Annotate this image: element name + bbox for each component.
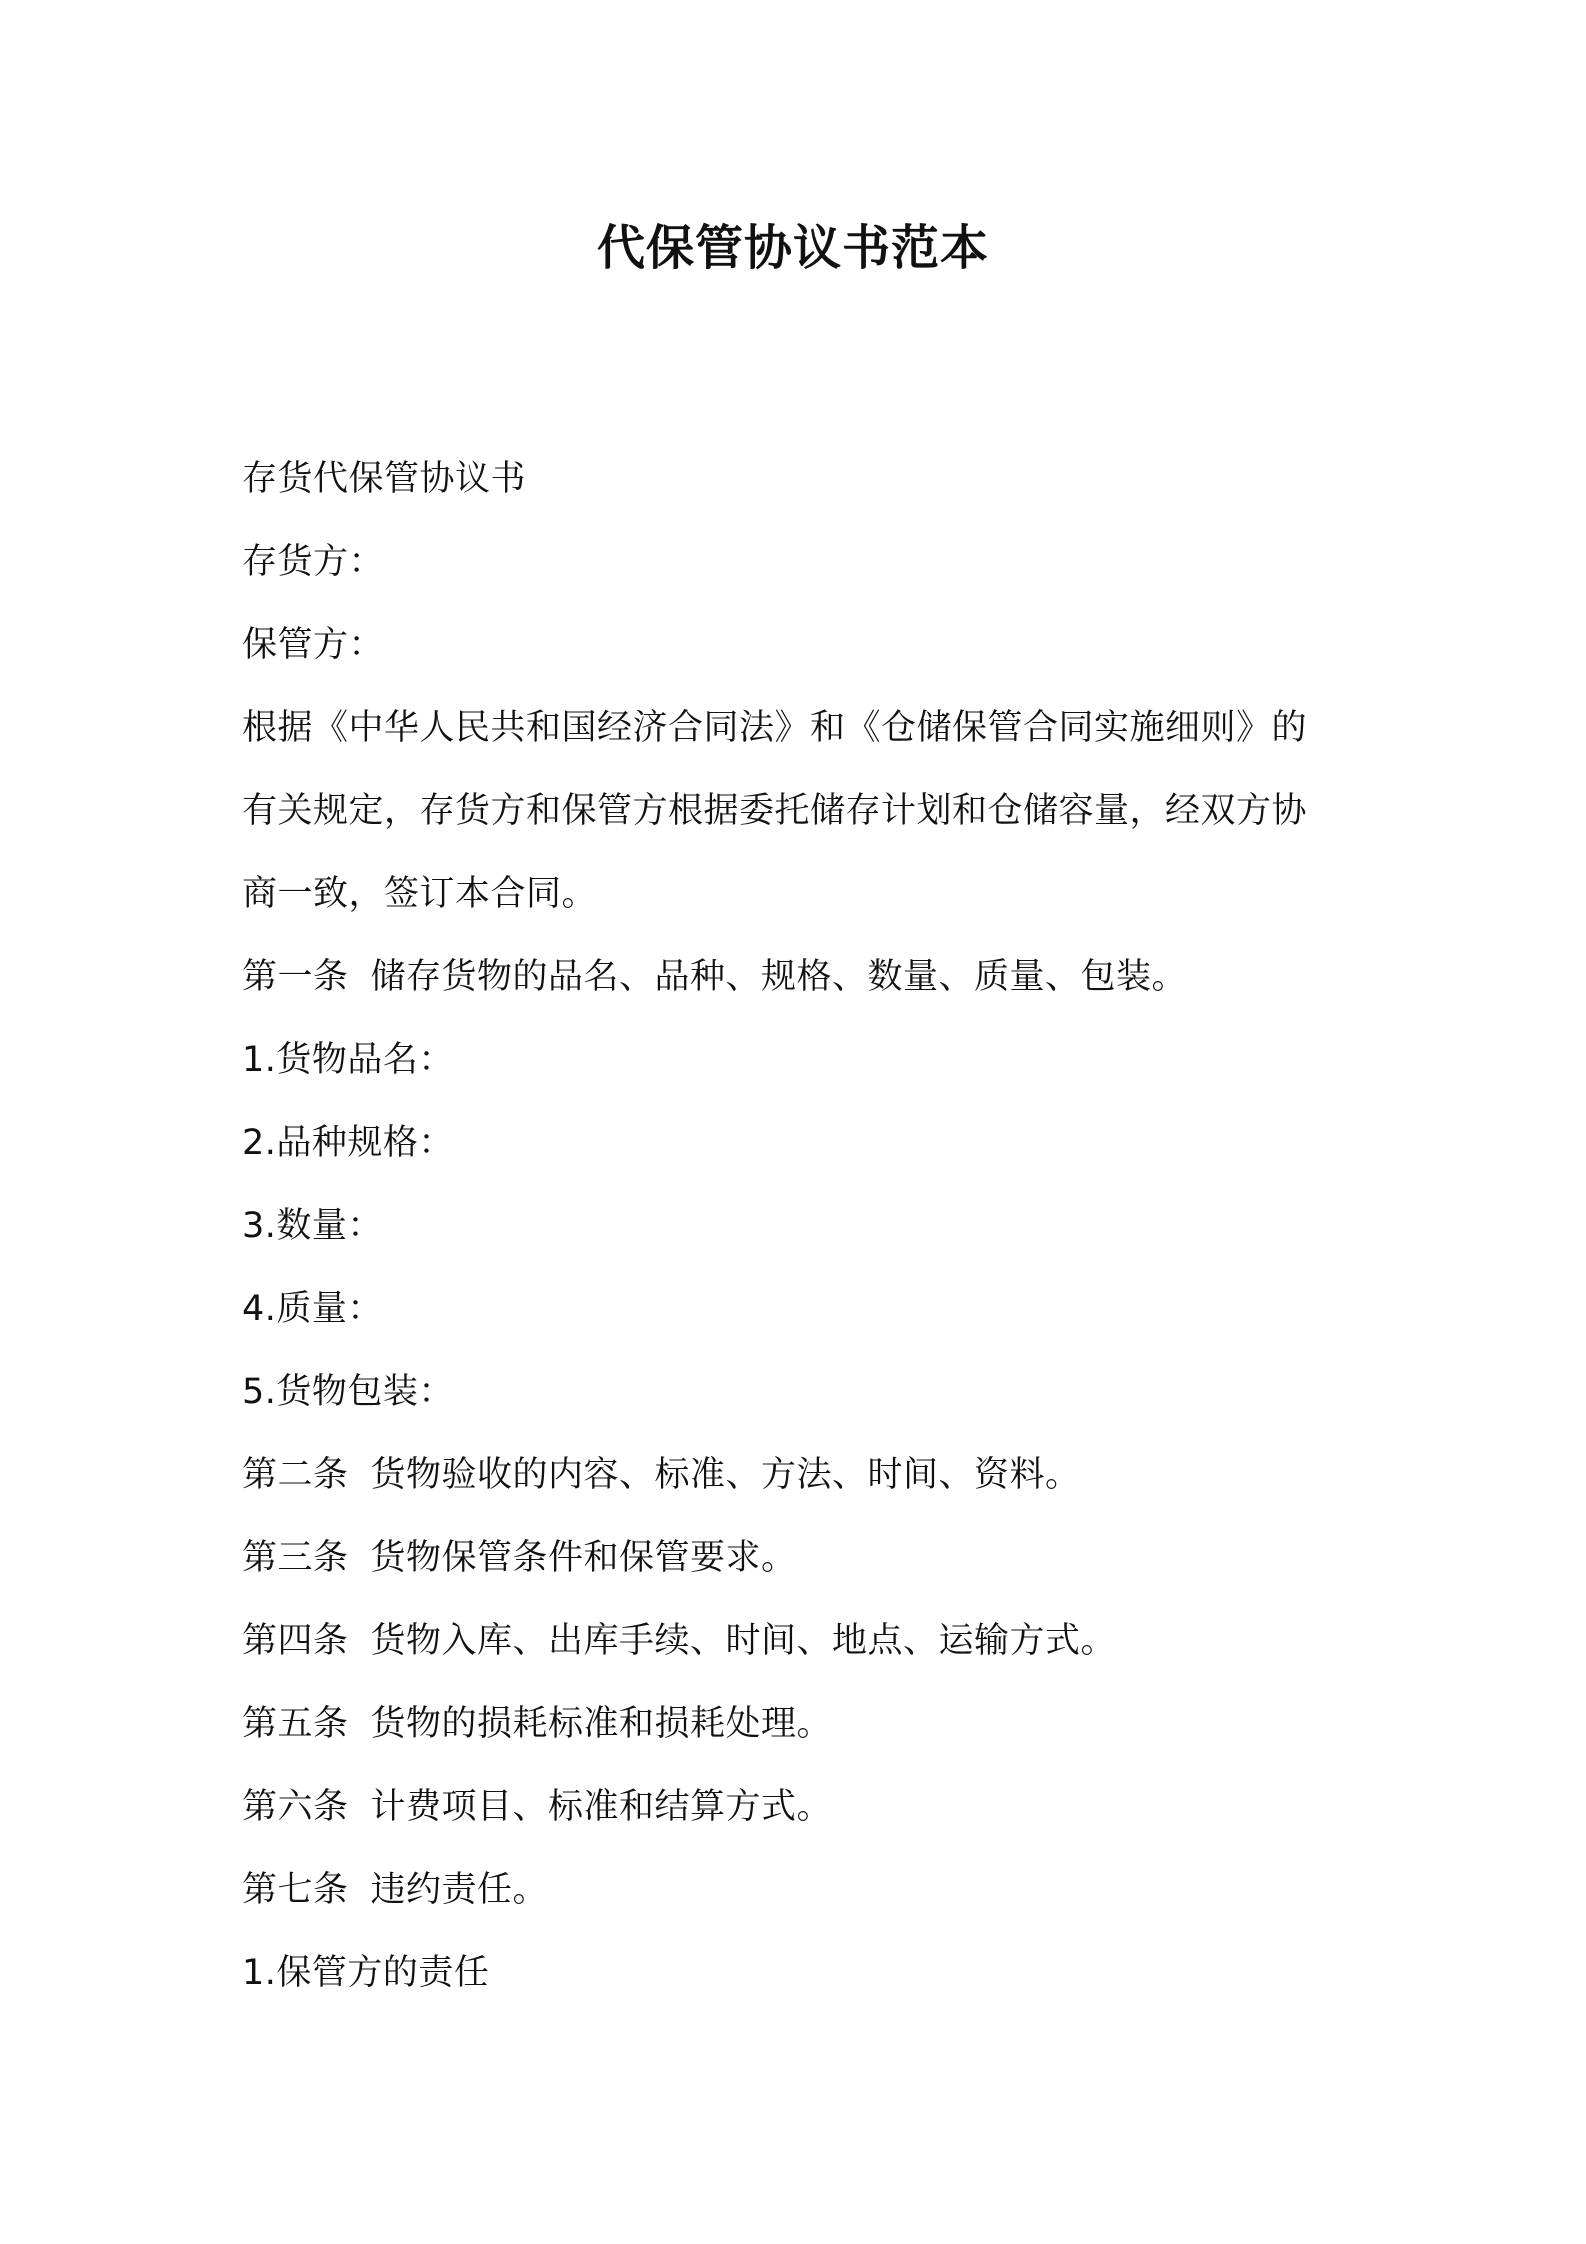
article-4-text: 货物入库、出库手续、时间、地点、运输方式。 — [370, 1621, 1117, 1661]
article-3-text: 货物保管条件和保管要求。 — [370, 1538, 797, 1578]
preamble-line-2: 有关规定，存货方和保管方根据委托储存计划和仓储容量，经双方协 — [242, 791, 1308, 831]
article-3-label: 第三条 — [242, 1538, 349, 1578]
depositor-line: 存货方： — [242, 542, 385, 582]
article-7-text: 违约责任。 — [370, 1870, 549, 1910]
article-4 — [242, 1600, 1362, 1683]
article-5 — [242, 1683, 1362, 1766]
article-4-label: 第四条 — [242, 1621, 349, 1661]
article-6-label: 第六条 — [242, 1787, 349, 1827]
subtitle-line: 存货代保管协议书 — [242, 459, 527, 499]
document-title: 代保管协议书范本 — [596, 220, 989, 276]
article-1 — [242, 936, 1362, 1019]
preamble-line-3: 商一致，签订本合同。 — [242, 874, 598, 914]
article-6 — [242, 1766, 1362, 1849]
article-2-text: 货物验收的内容、标准、方法、时间、资料。 — [370, 1455, 1081, 1495]
article-5-label: 第五条 — [242, 1704, 349, 1744]
item-goods-name: 1.货物品名： — [242, 1040, 454, 1080]
item-quantity: 3.数量： — [242, 1206, 383, 1246]
article-2 — [242, 1434, 1362, 1517]
item-custodian-liability: 1.保管方的责任 — [242, 1953, 490, 1993]
article-1-label: 第一条 — [242, 957, 349, 997]
article-7 — [242, 1849, 1362, 1932]
article-1-text: 储存货物的品名、品种、规格、数量、质量、包装。 — [370, 957, 1188, 997]
preamble-line-1: 根据《中华人民共和国经济合同法》和《仓储保管合同实施细则》的 — [242, 708, 1308, 748]
article-3 — [242, 1517, 1362, 1600]
article-2-label: 第二条 — [242, 1455, 349, 1495]
article-7-label: 第七条 — [242, 1870, 349, 1910]
article-5-text: 货物的损耗标准和损耗处理。 — [370, 1704, 833, 1744]
article-6-text: 计费项目、标准和结算方式。 — [370, 1787, 833, 1827]
custodian-line: 保管方： — [242, 625, 385, 665]
item-packaging: 5.货物包装： — [242, 1372, 454, 1412]
document-body — [242, 438, 1362, 2015]
item-spec: 2.品种规格： — [242, 1123, 454, 1163]
item-quality: 4.质量： — [242, 1289, 383, 1329]
